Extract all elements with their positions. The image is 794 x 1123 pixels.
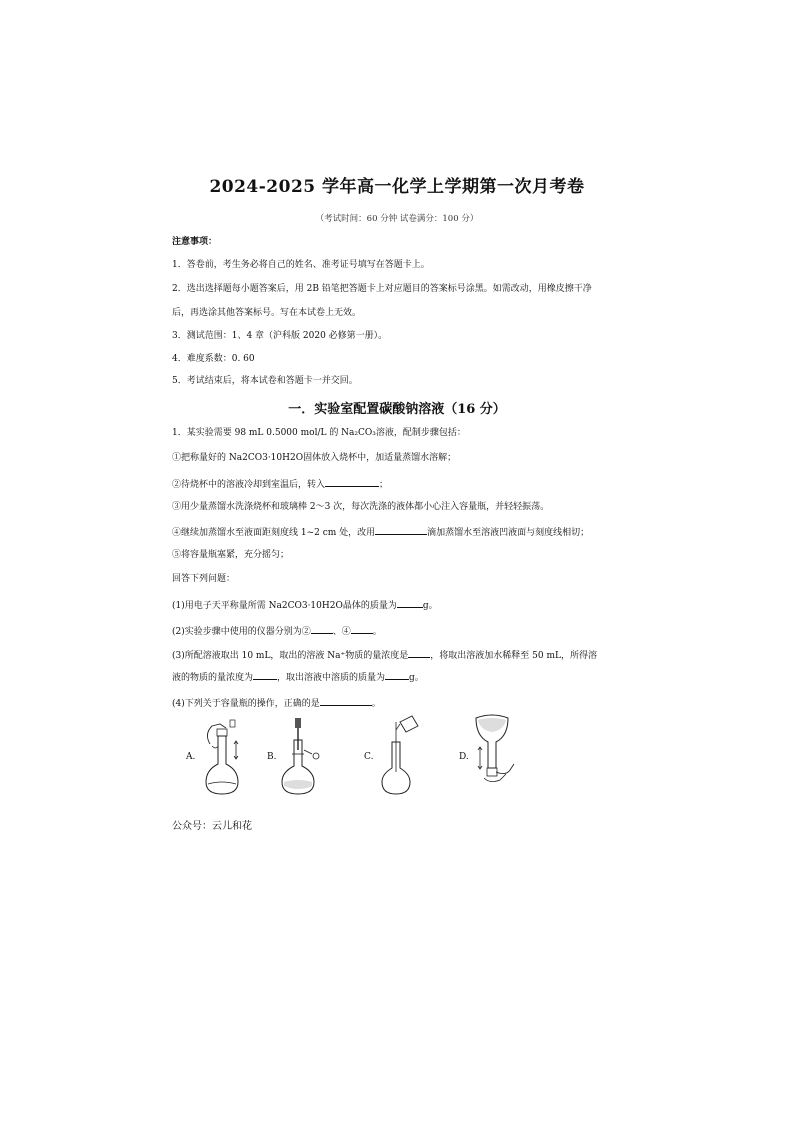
- q2-text-a: (2)实验步骤中使用的仪器分别为②: [172, 627, 311, 637]
- step-1-formula: 2CO3·10H2O: [242, 453, 304, 463]
- step-4-text-b: 滴加蒸馏水至溶液凹液面与刻度线相切；: [427, 528, 590, 538]
- sub-question-4: [172, 696, 381, 711]
- answer-blank[interactable]: [351, 624, 373, 634]
- notice-item: 后，再选涂其他答案标号。写在本试卷上无效。: [172, 308, 362, 318]
- option-a-flask-figure: [196, 716, 250, 796]
- page-title: 2024-2025 学年高一化学上学期第一次月考卷: [209, 177, 585, 197]
- sub-question-3-line-2: [172, 670, 424, 685]
- exam-info: （考试时间：60 分钟 试卷满分：100 分）: [315, 214, 479, 224]
- question-intro: 1．某实验需要 98 mL 0.5000 mol/L 的 Na₂CO₃溶液，配制步骤包括：: [172, 428, 466, 438]
- footer-note: 公众号：云儿和花: [172, 821, 252, 832]
- section-title: 一．实验室配置碳酸钠溶液（16 分）: [288, 402, 506, 417]
- q3-text-a: (3)所配溶液取出 10 mL，取出的溶液 Na⁺物质的量浓度是: [172, 651, 409, 661]
- notice-item: 2．选出选择题每小题答案后，用 2B 铅笔把答题卡上对应题目的答案标号涂黑。如需改动，用橡皮擦干净: [172, 284, 592, 294]
- option-c-label: C.: [364, 752, 374, 762]
- answer-blank[interactable]: [397, 598, 423, 608]
- q1-text-b: 晶体的质量为: [342, 601, 397, 611]
- q3-text-b: ，将取出溶液加水稀释至 50 mL，所得溶: [430, 651, 597, 661]
- step-3: ③用少量蒸馏水洗涤烧杯和玻璃棒 2～3 次，每次洗涤的液体都小心注入容量瓶，并轻轻振荡。: [172, 502, 550, 512]
- q1-text-a: (1)用电子天平称量所需 Na: [172, 601, 282, 611]
- notice-item: 5．考试结束后，将本试卷和答题卡一并交回。: [172, 376, 358, 386]
- option-b-label: B.: [267, 752, 277, 762]
- q1-formula: 2CO3·10H2O: [281, 601, 343, 611]
- step-1-text-b: 固体放入烧杯中，加适量蒸馏水溶解；: [303, 453, 457, 463]
- answer-prompt: 回答下列问题：: [172, 574, 236, 584]
- answer-blank[interactable]: [253, 670, 277, 680]
- q3-text-c: 液的物质的量浓度为: [172, 673, 254, 683]
- q4-text-b: 。: [371, 699, 381, 709]
- step-4-text-a: ④继续加蒸馏水至液面距刻度线 1~2 cm 处，改用: [172, 528, 376, 538]
- option-c-pouring-figure: [376, 712, 426, 796]
- notice-item: 1．答卷前，考生务必将自己的姓名、准考证号填写在答题卡上。: [172, 260, 430, 270]
- option-d-inverting-figure: [470, 712, 520, 796]
- step-5: ⑤将容量瓶塞紧，充分摇匀；: [172, 550, 290, 560]
- q2-text-b: 、④: [332, 627, 351, 637]
- notice-item: 3．测试范围：1、4 章（沪科版 2020 必修第一册）。: [172, 331, 388, 341]
- notice-heading: 注意事项：: [172, 237, 218, 247]
- q3-text-d: ，取出溶液中溶质的质量为: [277, 673, 386, 683]
- step-2-text-a: ②待烧杯中的溶液冷却到室温后，转入: [172, 480, 326, 490]
- option-d-label: D.: [459, 752, 469, 762]
- answer-blank[interactable]: [385, 670, 409, 680]
- sub-question-3-line-1: [172, 648, 597, 663]
- option-b-dropper-figure: [278, 714, 328, 796]
- q4-text-a: (4)下列关于容量瓶的操作，正确的是: [172, 699, 320, 709]
- step-2: [172, 477, 388, 492]
- answer-blank[interactable]: [408, 648, 430, 658]
- answer-blank[interactable]: [375, 525, 427, 535]
- step-1: [172, 452, 456, 465]
- step-1-text-a: ①把称量好的 Na: [172, 453, 243, 463]
- sub-question-2: [172, 624, 382, 639]
- step-2-text-b: ；: [379, 480, 389, 490]
- sub-question-1: [172, 598, 438, 613]
- q1-text-c: g。: [422, 601, 438, 611]
- step-4: [172, 525, 589, 540]
- q3-text-e: g。: [409, 673, 424, 683]
- answer-blank[interactable]: [311, 624, 333, 634]
- notice-item: 4．难度系数：0. 60: [172, 354, 255, 364]
- answer-blank[interactable]: [320, 696, 372, 706]
- answer-blank[interactable]: [325, 477, 379, 487]
- q2-text-c: 。: [372, 627, 382, 637]
- option-a-label: A.: [186, 752, 196, 762]
